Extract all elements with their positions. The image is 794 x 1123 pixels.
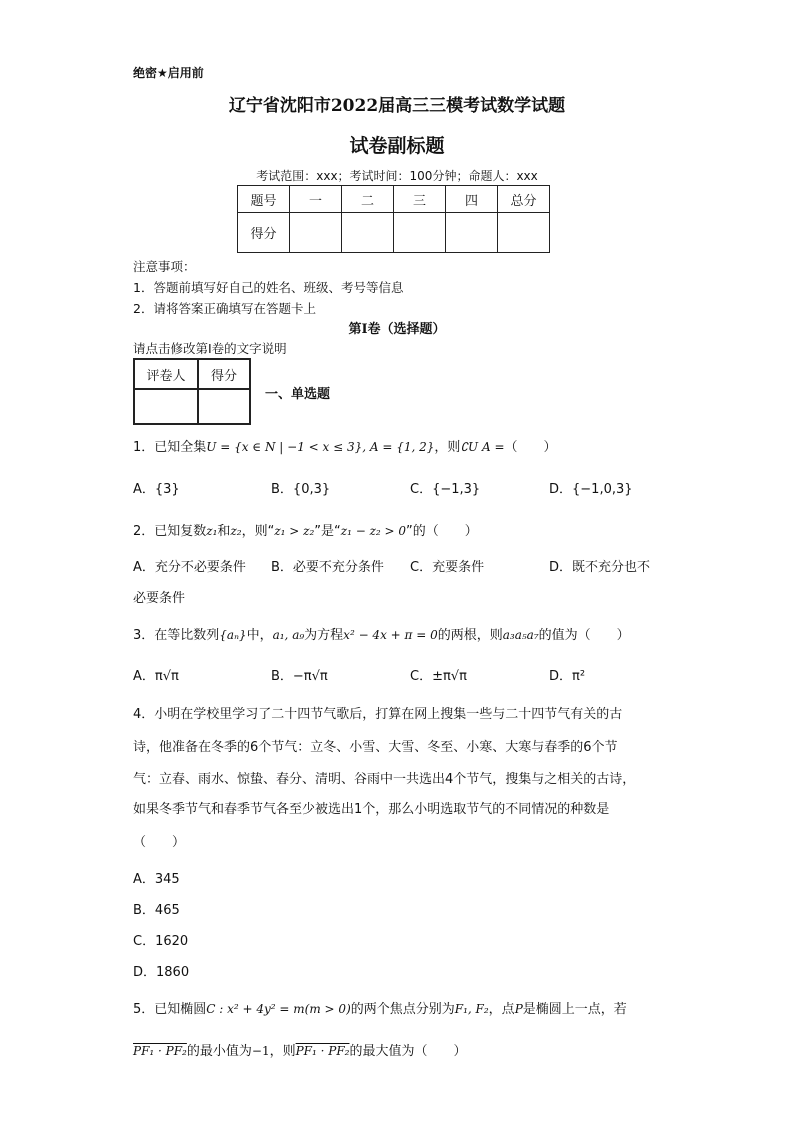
exam-title: 辽宁省沈阳市2022届高三三模考试数学试题 — [228, 96, 566, 116]
question-2-option-d-continued: 必要条件 — [133, 591, 186, 606]
exam-info: 考试范围：xxx；考试时间：100分钟；命题人：xxx — [256, 169, 538, 183]
question-2-option-a: A．充分不必要条件 — [133, 560, 246, 575]
score-cell — [342, 213, 394, 253]
question-3-stem: 3．在等比数列{aₙ}中，a₁, a₉为方程x² − 4x + π = 0的两根，则a₃a₅a₇的值为（ ） — [133, 628, 630, 643]
grader-header: 评卷人 — [134, 359, 198, 389]
grader-cell — [198, 389, 250, 424]
grader-table — [133, 358, 251, 425]
question-1-option-d: D．{−1,0,3} — [549, 482, 633, 497]
question-4-line: 诗，他准备在冬季的6个节气：立冬、小雪、大雪、冬至、小寒、大寒与春季的6个节 — [133, 740, 618, 755]
question-3-option-b: B．−π√π — [271, 669, 328, 684]
exam-subtitle: 试卷副标题 — [349, 135, 445, 157]
question-4-line: （ ） — [133, 835, 186, 850]
score-cell — [394, 213, 446, 253]
note-item: 1．答题前填写好自己的姓名、班级、考号等信息 — [133, 280, 404, 295]
question-5-stem: 5．已知椭圆C : x² + 4y² = m(m > 0)的两个焦点分别为F₁, F₂，点P是椭圆上一点，若 — [133, 1002, 627, 1017]
section-title: 一、单选题 — [265, 387, 331, 402]
grader-cell — [134, 389, 198, 424]
question-1-stem: 1．已知全集U = {x ∈ N | −1 < x ≤ 3}, A = {1, 2}，则∁U A =（ ） — [133, 440, 557, 455]
question-4-line: 气：立春、雨水、惊蛰、春分、清明、谷雨中一共选出4个节气，搜集与之相关的古诗， — [133, 772, 636, 787]
score-header-cell: 一 — [290, 186, 342, 213]
question-3-option-a: A．π√π — [133, 669, 179, 684]
notes-heading: 注意事项： — [133, 259, 196, 274]
score-header-cell: 二 — [342, 186, 394, 213]
question-4-option-a: A．345 — [133, 872, 180, 887]
score-cell — [290, 213, 342, 253]
question-2-option-d: D．既不充分也不 — [549, 560, 651, 575]
score-cell — [446, 213, 498, 253]
score-header-cell: 四 — [446, 186, 498, 213]
question-1-option-a: A．{3} — [133, 482, 180, 497]
score-header-cell: 题号 — [238, 186, 290, 213]
confidential-label: 绝密★启用前 — [133, 66, 204, 80]
question-1-option-b: B．{0,3} — [271, 482, 331, 497]
score-row-label: 得分 — [238, 213, 290, 253]
score-cell — [498, 213, 550, 253]
question-2-option-c: C．充要条件 — [410, 560, 485, 575]
question-3-option-d: D．π² — [549, 669, 586, 684]
question-2-option-b: B．必要不充分条件 — [271, 560, 384, 575]
part-description: 请点击修改第I卷的文字说明 — [133, 341, 287, 356]
question-4-option-c: C．1620 — [133, 934, 189, 949]
score-header-cell: 三 — [394, 186, 446, 213]
question-2-stem: 2．已知复数z₁和z₂，则“z₁ > z₂”是“z₁ − z₂ > 0”的（ ） — [133, 524, 478, 539]
question-4-option-d: D．1860 — [133, 965, 190, 980]
question-4-line: 4．小明在学校里学习了二十四节气歌后，打算在网上搜集一些与二十四节气有关的古 — [133, 707, 623, 722]
score-header-cell: 总分 — [498, 186, 550, 213]
score-table — [237, 185, 550, 253]
question-5-stem-continued: PF₁ · PF₂的最小值为−1，则PF₁ · PF₂的最大值为（ ） — [133, 1044, 467, 1059]
part-title: 第I卷（选择题） — [348, 322, 446, 337]
question-4-line: 如果冬季节气和春季节气各至少被选出1个，那么小明选取节气的不同情况的种数是 — [133, 802, 610, 817]
question-1-option-c: C．{−1,3} — [410, 482, 481, 497]
question-3-option-c: C．±π√π — [410, 669, 467, 684]
notes — [133, 256, 403, 319]
note-item: 2．请将答案正确填写在答题卡上 — [133, 301, 316, 316]
question-4-option-b: B．465 — [133, 903, 180, 918]
grader-score-header: 得分 — [198, 359, 250, 389]
